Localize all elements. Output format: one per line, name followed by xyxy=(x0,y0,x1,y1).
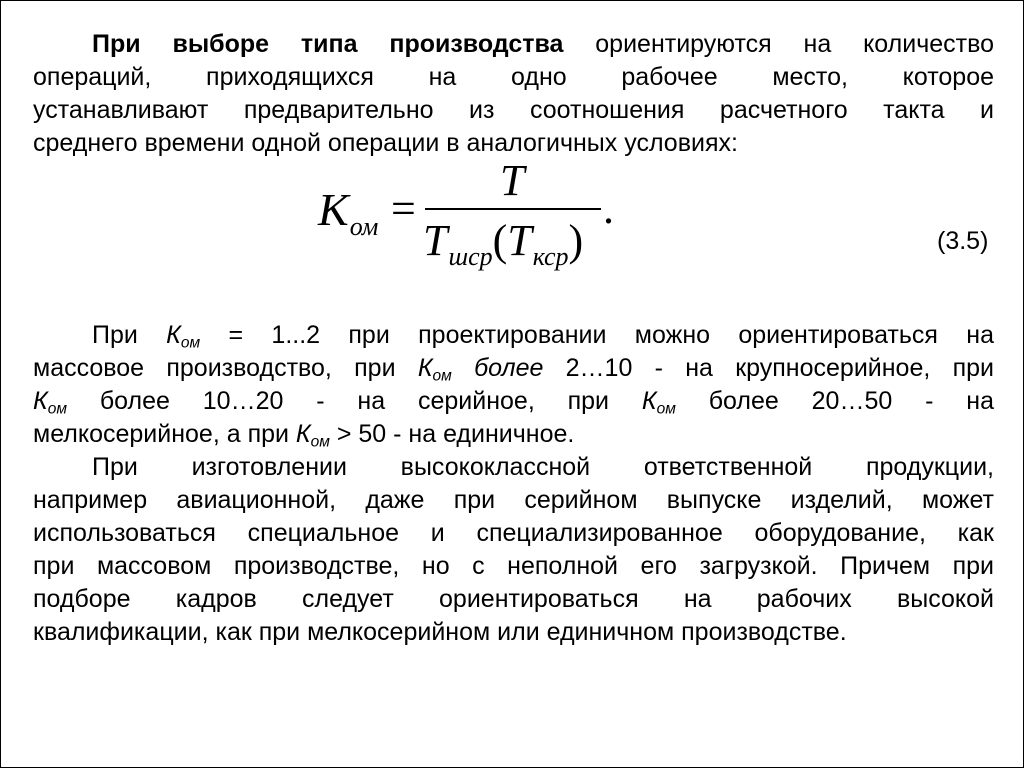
k-letter: К xyxy=(417,354,433,382)
formula-denominator xyxy=(423,216,584,271)
paragraph-3-line-6: квалификации, как при мелкосерийном или единичном производстве. xyxy=(33,618,847,646)
formula-equals-sign: = xyxy=(391,184,416,233)
formula-den-subscript-1: шср xyxy=(448,242,493,271)
paragraph-1-line-2: операций, приходящихся на одно рабочее место, которое xyxy=(33,63,994,91)
paragraph-2-line-2 xyxy=(33,352,994,385)
text-fragment: массовое производство, при xyxy=(33,354,418,382)
bold-lead-phrase: При выборе типа производства xyxy=(92,30,564,58)
om-subscript: ом xyxy=(47,400,67,418)
k-letter: К xyxy=(166,321,181,349)
paragraph-1-line-4: среднего времени одной операции в аналогичных условиях: xyxy=(33,129,738,157)
text-fragment: = 1...2 при проектировании можно ориентироваться на xyxy=(200,321,994,349)
formula-lhs xyxy=(318,184,379,241)
paragraph-1-line-3: устанавливают предварительно из соотношения расчетного такта и xyxy=(33,96,994,124)
paragraph-3-line-5: подборе кадров следует ориентироваться на рабочих высокой xyxy=(33,585,994,613)
paragraph-1-line-1 xyxy=(92,28,994,61)
paragraph-2-line-1 xyxy=(92,319,994,352)
k-om-symbol xyxy=(33,387,67,418)
om-subscript: ом xyxy=(310,433,330,451)
formula-den-symbol-2: T xyxy=(507,216,532,265)
formula-lhs-subscript: ом xyxy=(349,212,379,241)
om-subscript: ом xyxy=(180,334,201,352)
formula-lhs-symbol: K xyxy=(318,184,349,235)
text-fragment: более 20…50 - на xyxy=(675,387,994,415)
k-om-symbol xyxy=(417,354,452,385)
text-fragment: ориентируются на количество xyxy=(563,30,995,58)
k-letter: К xyxy=(295,420,311,448)
text-fragment: При xyxy=(92,321,167,349)
k-om-symbol xyxy=(641,387,676,418)
text-fragment: > 50 - на единичное. xyxy=(329,420,575,448)
formula-den-subscript-2: кср xyxy=(532,242,569,271)
paragraph-3-line-3: использоваться специальное и специализированное оборудование, как xyxy=(33,519,994,547)
k-letter: К xyxy=(33,387,48,415)
k-letter: К xyxy=(641,387,657,415)
text-fragment: 2…10 - на крупносерийное, при xyxy=(543,354,994,382)
paragraph-2-line-4 xyxy=(33,418,994,451)
k-om-symbol xyxy=(166,321,201,352)
paragraph-3-line-1: При изготовлении высококлассной ответственной продукции, xyxy=(92,453,994,481)
formula-den-symbol-1: T xyxy=(423,216,448,265)
text-fragment: мелкосерийное, а при xyxy=(33,420,296,448)
fraction-bar xyxy=(425,208,601,210)
paragraph-2-line-3 xyxy=(33,385,994,418)
equation-number: (3.5) xyxy=(937,227,989,255)
paragraph-3-line-2: например авиационной, даже при серийном выпуске изделий, может xyxy=(33,486,994,514)
formula-numerator: T xyxy=(500,156,525,205)
formula-open-paren: ( xyxy=(492,216,508,265)
k-om-symbol xyxy=(295,420,330,451)
formula-close-paren: ) xyxy=(568,216,584,265)
formula-trailing-period: . xyxy=(603,184,614,233)
formula-3-5 xyxy=(313,156,633,279)
om-subscript: ом xyxy=(432,367,452,385)
text-fragment: более 10…20 - на серийное, при xyxy=(66,387,642,415)
paragraph-3-line-4: при массовом производстве, но с неполной его загрузкой. Причем при xyxy=(33,552,994,580)
italic-text-fragment: более xyxy=(451,354,544,382)
om-subscript: ом xyxy=(656,400,676,418)
